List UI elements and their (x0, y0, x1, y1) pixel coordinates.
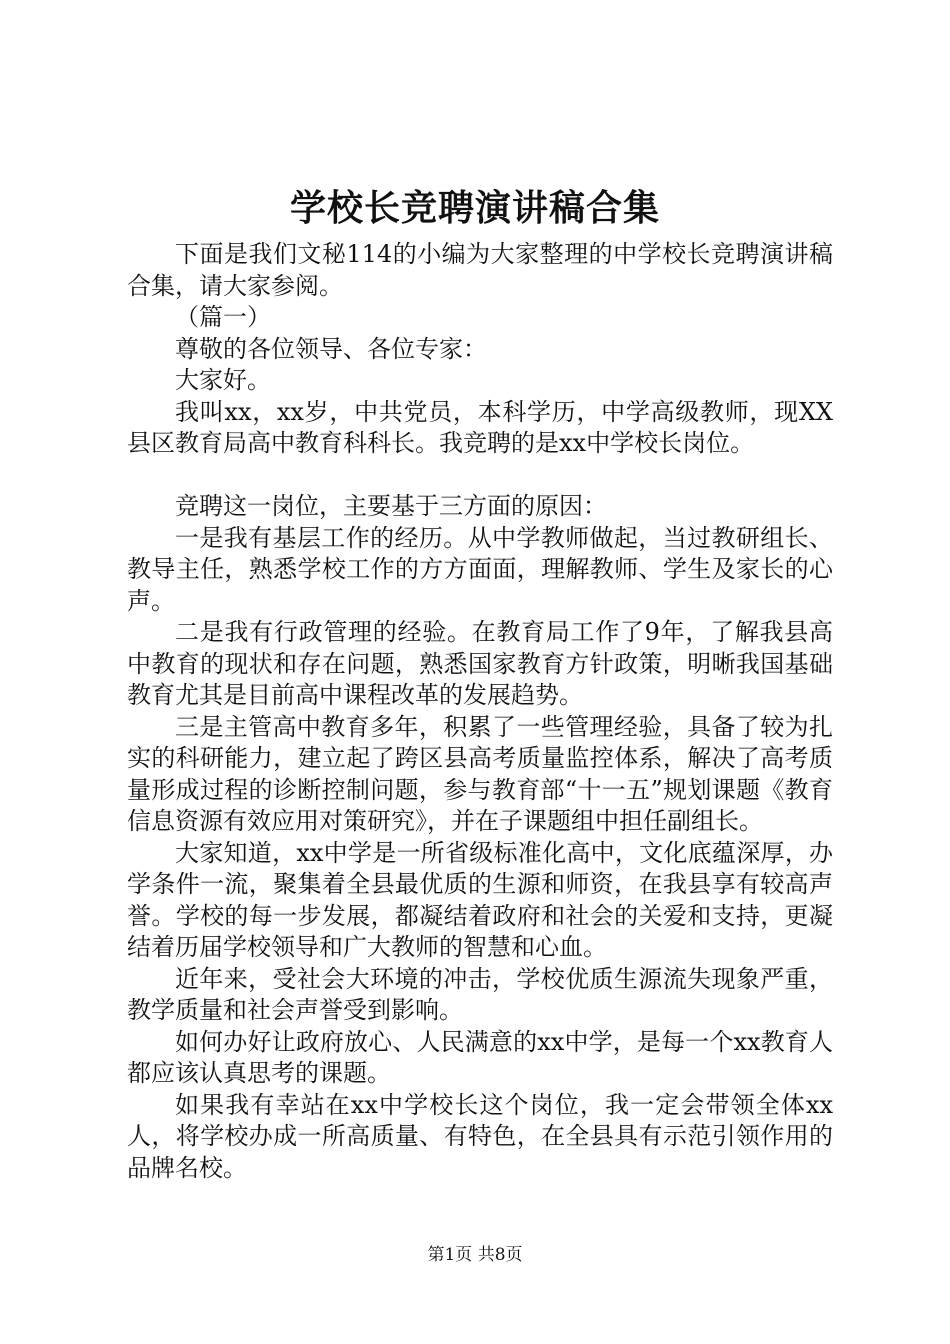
paragraph-reasons-intro: 竞聘这一岗位，主要基于三方面的原因： (175, 492, 607, 520)
paragraph-commitment: 如果我有幸站在xx中学校长这个岗位，我一定会带领全体xx人，将学校办成一所高质量、有特色，在全县具有示范引领作用的品牌名校。 (127, 1090, 833, 1182)
page-footer: 第1页 共8页 (427, 1245, 523, 1265)
paragraph-reason-two: 二是我有行政管理的经验。在教育局工作了9年，了解我县高中教育的现状和存在问题，熟悉国家教育方针政策，明晰我国基础教育尤其是目前高中课程改革的发展趋势。 (127, 618, 833, 709)
paragraph-salutation: 尊敬的各位领导、各位专家： (175, 334, 487, 363)
paragraph-intro: 下面是我们文秘114的小编为大家整理的中学校长竞聘演讲稿合集，请大家参阅。 (127, 240, 833, 300)
paragraph-self-introduction: 我叫xx，xx岁，中共党员，本科学历，中学高级教师，现XX县区教育局高中教育科科长。我竞聘的是xx中学校长岗位。 (127, 397, 833, 457)
paragraph-section-label: （篇一） (175, 303, 271, 331)
paragraph-question: 如何办好让政府放心、人民满意的xx中学，是每一个xx教育人都应该认真思考的课题。 (127, 1027, 833, 1087)
paragraph-reason-one: 一是我有基层工作的经历。从中学教师做起，当过教研组长、教导主任，熟悉学校工作的方方面面，理解教师、学生及家长的心声。 (127, 523, 833, 615)
paragraph-school-description: 大家知道，xx中学是一所省级标准化高中，文化底蕴深厚，办学条件一流，聚集着全县最优质的生源和师资，在我县享有较高声誉。学校的每一步发展，都凝结着政府和社会的关爱和支持，更凝结着历届学校领导和广大教师的智慧和心血。 (127, 838, 833, 961)
paragraph-recent-challenges: 近年来，受社会大环境的冲击，学校优质生源流失现象严重，教学质量和社会声誉受到影响。 (127, 964, 833, 1024)
paragraph-greeting: 大家好。 (175, 366, 271, 394)
document-body (127, 239, 833, 1184)
paragraph-reason-three: 三是主管高中教育多年，积累了一些管理经验，具备了较为扎实的科研能力，建立起了跨区县高考质量监控体系，解决了高考质量形成过程的诊断控制问题，参与教育部“十一五”规划课题《教育信息资源有效应用对策研究》，并在子课题组中担任副组长。 (127, 712, 833, 835)
document-title: 学校长竞聘演讲稿合集 (289, 187, 660, 229)
